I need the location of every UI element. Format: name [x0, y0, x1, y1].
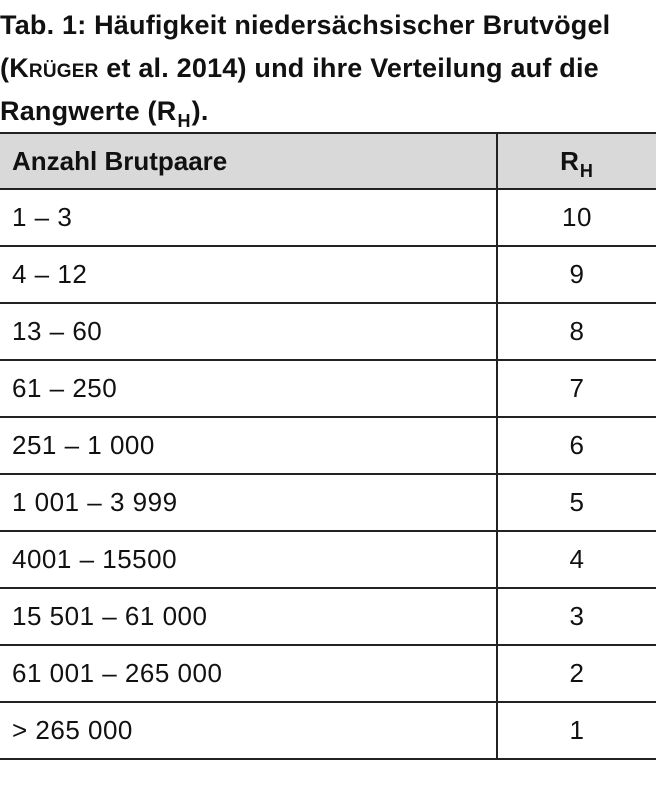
cell-breeding-pairs: 13 – 60 — [0, 303, 497, 360]
caption-line-3-post: ). — [191, 96, 209, 126]
cell-rank-value: 2 — [497, 645, 656, 702]
cell-rank-value: 1 — [497, 702, 656, 759]
frequency-table — [0, 132, 656, 760]
cell-breeding-pairs: 251 – 1 000 — [0, 417, 497, 474]
cell-rank-value: 9 — [497, 246, 656, 303]
table-row — [0, 189, 656, 246]
cell-breeding-pairs: 15 501 – 61 000 — [0, 588, 497, 645]
caption-line-1: Tab. 1: Häufigkeit niedersächsischer Brutvögel — [0, 10, 611, 40]
table-caption — [0, 4, 657, 133]
cell-rank-value: 4 — [497, 531, 656, 588]
table-row — [0, 360, 656, 417]
cell-rank-value: 3 — [497, 588, 656, 645]
cell-breeding-pairs: 4001 – 15500 — [0, 531, 497, 588]
cell-breeding-pairs: 1 – 3 — [0, 189, 497, 246]
cell-rank-value: 5 — [497, 474, 656, 531]
cell-breeding-pairs: 61 – 250 — [0, 360, 497, 417]
table-row — [0, 588, 656, 645]
caption-author: Krüger — [9, 53, 99, 83]
caption-line-3-pre: Rangwerte (R — [0, 96, 177, 126]
cell-rank-value: 6 — [497, 417, 656, 474]
table-row — [0, 303, 656, 360]
caption-paren-open: ( — [0, 53, 10, 83]
header-rank-sub: H — [579, 160, 593, 181]
table-header — [0, 133, 656, 189]
caption-line-3 — [0, 90, 657, 133]
cell-breeding-pairs: 1 001 – 3 999 — [0, 474, 497, 531]
caption-subscript: H — [177, 111, 191, 131]
cell-rank-value: 7 — [497, 360, 656, 417]
cell-breeding-pairs: 4 – 12 — [0, 246, 497, 303]
cell-rank-value: 8 — [497, 303, 656, 360]
header-cell-rank — [497, 133, 656, 189]
header-rank-main: R — [560, 145, 579, 176]
caption-line-2 — [0, 47, 657, 90]
header-cell-count: Anzahl Brutpaare — [0, 133, 497, 189]
cell-breeding-pairs: > 265 000 — [0, 702, 497, 759]
table-row — [0, 645, 656, 702]
cell-rank-value: 10 — [497, 189, 656, 246]
caption-line-2-rest: et al. 2014) und ihre Verteilung auf die — [98, 53, 599, 83]
table-body — [0, 189, 656, 759]
table-row — [0, 246, 656, 303]
table-row — [0, 417, 656, 474]
table-row — [0, 474, 656, 531]
table-row — [0, 702, 656, 759]
header-row — [0, 133, 656, 189]
cell-breeding-pairs: 61 001 – 265 000 — [0, 645, 497, 702]
table-row — [0, 531, 656, 588]
